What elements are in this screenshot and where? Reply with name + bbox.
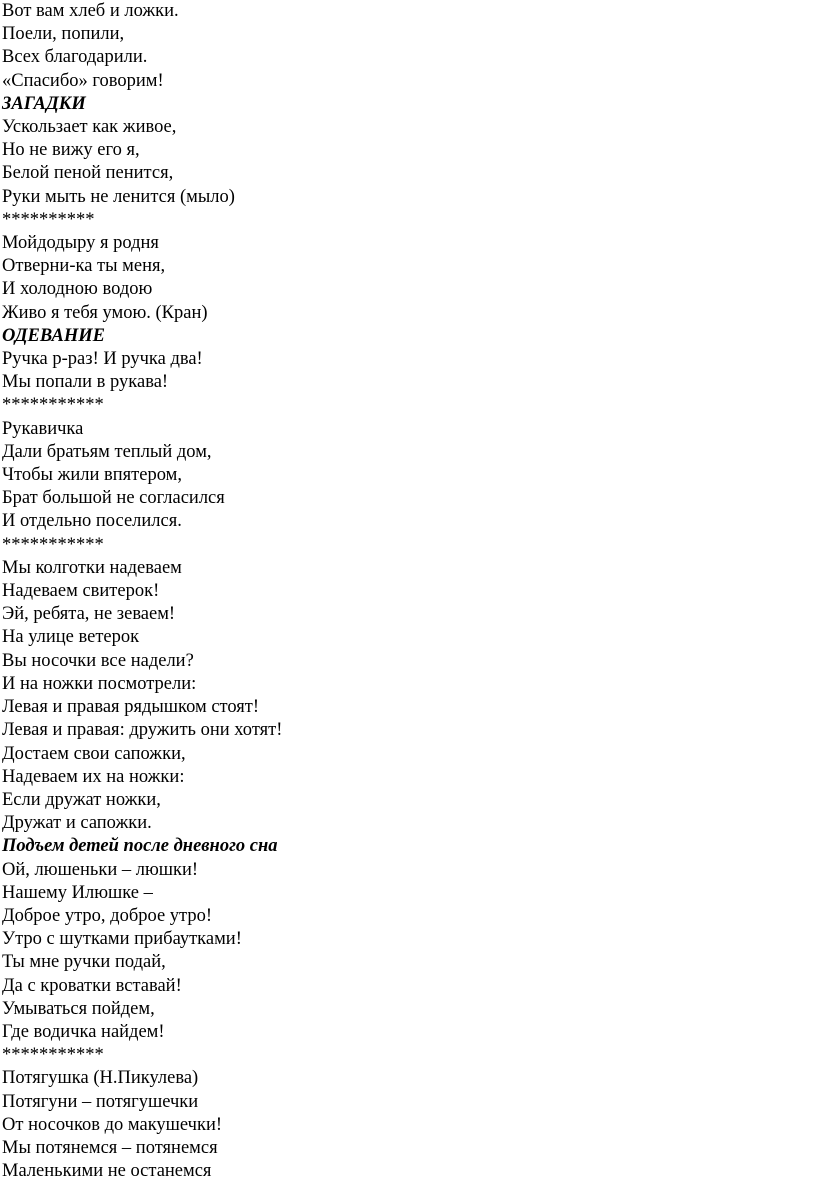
text-line: На улице ветерок (2, 627, 140, 648)
section-heading: Подъем детей после дневного сна (2, 836, 278, 857)
separator-line: *********** (2, 395, 104, 416)
text-line: Потягушка (Н.Пикулева) (2, 1068, 199, 1089)
text-line: Чтобы жили впятером, (2, 465, 182, 486)
text-line: Утро с шутками прибаутками! (2, 929, 242, 950)
text-line: Брат большой не согласился (2, 488, 225, 509)
text-line: Вы носочки все надели? (2, 650, 194, 671)
text-line: Рукавичка (2, 418, 84, 439)
text-line: Ускользает как живое, (2, 117, 177, 138)
text-line: Дружат и сапожки. (2, 813, 152, 834)
text-line: И холодною водою (2, 279, 153, 300)
text-line: Ой, люшеньки – люшки! (2, 859, 199, 880)
text-line: Мы потянемся – потянемся (2, 1137, 218, 1158)
text-line: Эй, ребята, не зеваем! (2, 604, 176, 625)
text-line: Но не вижу его я, (2, 140, 140, 161)
separator-line: *********** (2, 534, 104, 555)
text-line: Потягуни – потягушечки (2, 1091, 199, 1112)
separator-line: ********** (2, 209, 95, 230)
section-heading: ЗАГАДКИ (2, 93, 86, 114)
separator-line: *********** (2, 1045, 104, 1066)
text-line: Да с кроватки вставай! (2, 975, 182, 996)
text-line: Дали братьям теплый дом, (2, 441, 212, 462)
text-line: «Спасибо» говорим! (2, 70, 164, 91)
text-line: Умываться пойдем, (2, 998, 155, 1019)
text-line: Левая и правая: дружить они хотят! (2, 720, 283, 741)
text-line: Мойдодыру я родня (2, 233, 159, 254)
text-line: И на ножки посмотрели: (2, 673, 197, 694)
text-line: Нашему Илюшке – (2, 882, 153, 903)
text-line: Мы попали в рукава! (2, 372, 169, 393)
text-line: Мы колготки надеваем (2, 557, 182, 578)
text-line: Отверни-ка ты меня, (2, 256, 166, 277)
text-line: Живо я тебя умою. (Кран) (2, 302, 208, 323)
text-line: И отдельно поселился. (2, 511, 182, 532)
text-line: От носочков до макушечки! (2, 1114, 223, 1135)
text-line: Доброе утро, доброе утро! (2, 905, 213, 926)
text-line: Поели, попили, (2, 24, 125, 45)
text-line: Вот вам хлеб и ложки. (2, 1, 179, 21)
text-line: Всех благодарили. (2, 47, 148, 68)
text-line: Если дружат ножки, (2, 789, 161, 810)
text-line: Белой пеной пенится, (2, 163, 174, 184)
section-heading: ОДЕВАНИЕ (2, 325, 105, 346)
text-line: Достаем свои сапожки, (2, 743, 186, 764)
text-line: Надеваем свитерок! (2, 581, 160, 602)
text-line: Надеваем их на ножки: (2, 766, 185, 787)
text-line: Ты мне ручки подай, (2, 952, 166, 973)
text-line: Руки мыть не ленится (мыло) (2, 186, 235, 207)
text-line: Где водичка найдем! (2, 1021, 165, 1042)
text-line: Левая и правая рядышком стоят! (2, 697, 260, 718)
text-line: Ручка р-раз! И ручка два! (2, 349, 203, 370)
text-line: Маленькими не останемся (2, 1161, 212, 1182)
